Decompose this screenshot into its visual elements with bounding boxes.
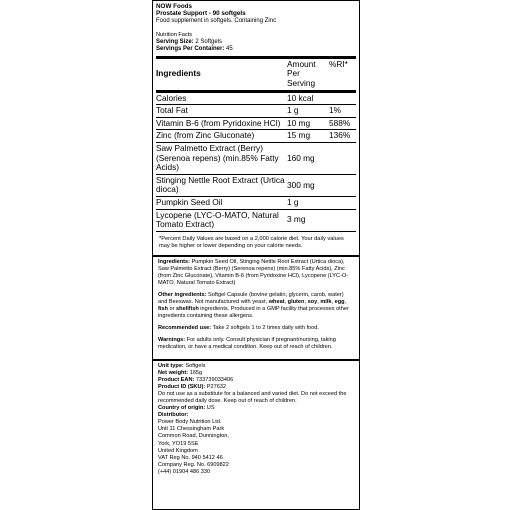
product-header	[153, 1, 359, 56]
net-weight: Net weight: 165g	[158, 369, 203, 376]
distributor-line: United Kingdom	[158, 447, 198, 454]
daily-value-footnote: *Percent Daily Values are based on a 2,000 calorie diet. Your daily values may be higher or lower depending on your calorie needs.	[156, 231, 356, 255]
serving-size: Serving Size: 2 Softgels	[156, 39, 223, 46]
product-ean: Product EAN: 733739033406	[158, 376, 234, 383]
unit-type: Unit type: Softgels	[158, 362, 206, 369]
distributor-line: York, YO19 5SE	[158, 440, 199, 447]
warnings-text: Warnings: For adults only. Consult physician if pregnant/nursing, taking medication, or have a medical condition. Keep out of reach of children.	[158, 337, 336, 351]
distributor-line: Common Road, Dunnington,	[158, 433, 229, 440]
col-ri-header: %RI*	[329, 58, 348, 69]
table-row: Saw Palmetto Extract (Berry) (Serenoa repens) (min.85% Fatty Acids) 160 mg	[156, 142, 356, 174]
brand-name: NOW Foods	[156, 3, 193, 10]
distributor-label: Distributor:	[158, 412, 189, 419]
distributor-line: Company Reg. No. 6909822	[158, 461, 229, 468]
ingredients-text: Ingredients: Pumpkin Seed Oil, Stinging Nettle Root Extract (Urtica dioca), Saw Palmetto Extract (Berry) (Serenoa repens) (min.85% Fatty Acids), Zinc (from Zinc Gluconate), Vitamin B-6 (from Pyridoxine HCl), Lycopene (LYC-O-MATO, Natural Tomato Extract)	[158, 258, 349, 286]
table-row: Stinging Nettle Root Extract (Urtica dioca) 300 mg	[156, 174, 356, 196]
table-header-row	[156, 59, 356, 91]
nutrition-table	[156, 56, 356, 231]
col-ingredients-header: Ingredients	[156, 68, 201, 79]
distributor-line: VAT Reg No. 940 5412 46	[158, 454, 223, 461]
other-ingredients-text: Other ingredients: Softgel Capsule (bovine gelatin, glycerin, carob, water) and Beeswax. Not manufactured with yeast, wheat, gluten, soy, milk, egg, fish or shellfish ingredients. Produced in a GMP facility that processes other ingredients containing these allergens.	[158, 291, 349, 320]
table-row: Total Fat 1 g 1%	[156, 105, 356, 118]
table-row: Zinc (from Zinc Gluconate) 15 mg 136%	[156, 130, 356, 143]
product-info-section	[153, 361, 359, 479]
servings-per-container: Servings Per Container: 45	[156, 46, 233, 53]
recommended-use-text: Recommended use: Take 2 softgels 1 to 2 times daily with food.	[158, 325, 319, 332]
col-amount-header: Amount Per Serving	[287, 58, 316, 88]
distributor-line: Power Body Nutrition Ltd.	[158, 419, 222, 426]
nutrition-facts-title: Nutrition Facts	[156, 31, 193, 38]
usage-advice: Do not use as a substitute for a balanced and varied diet. Do not exceed the recommended daily dose. Keep out of reach of children.	[158, 390, 347, 404]
table-row: Vitamin B-6 (from Pyridoxine HCl) 10 mg 588%	[156, 117, 356, 130]
table-row: Calories 10 kcal	[156, 91, 356, 105]
ingredients-section	[153, 257, 359, 359]
product-description: Food supplement in softgels. Containing Zinc	[156, 17, 277, 24]
table-row: Lycopene (LYC-O-MATO, Natural Tomato Extract) 3 mg	[156, 209, 356, 231]
product-name: Prostate Support - 90 softgels	[156, 10, 246, 18]
country-of-origin: Country of origin: US	[158, 405, 215, 412]
distributor-line: (+44) 01904 486 330	[158, 468, 211, 475]
distributor-line: Unit 11 Chessingham Park	[158, 426, 225, 433]
product-sku: Product ID (SKU): P27632	[158, 383, 227, 390]
supplement-label-panel	[152, 0, 360, 510]
table-row: Pumpkin Seed Oil 1 g	[156, 196, 356, 209]
